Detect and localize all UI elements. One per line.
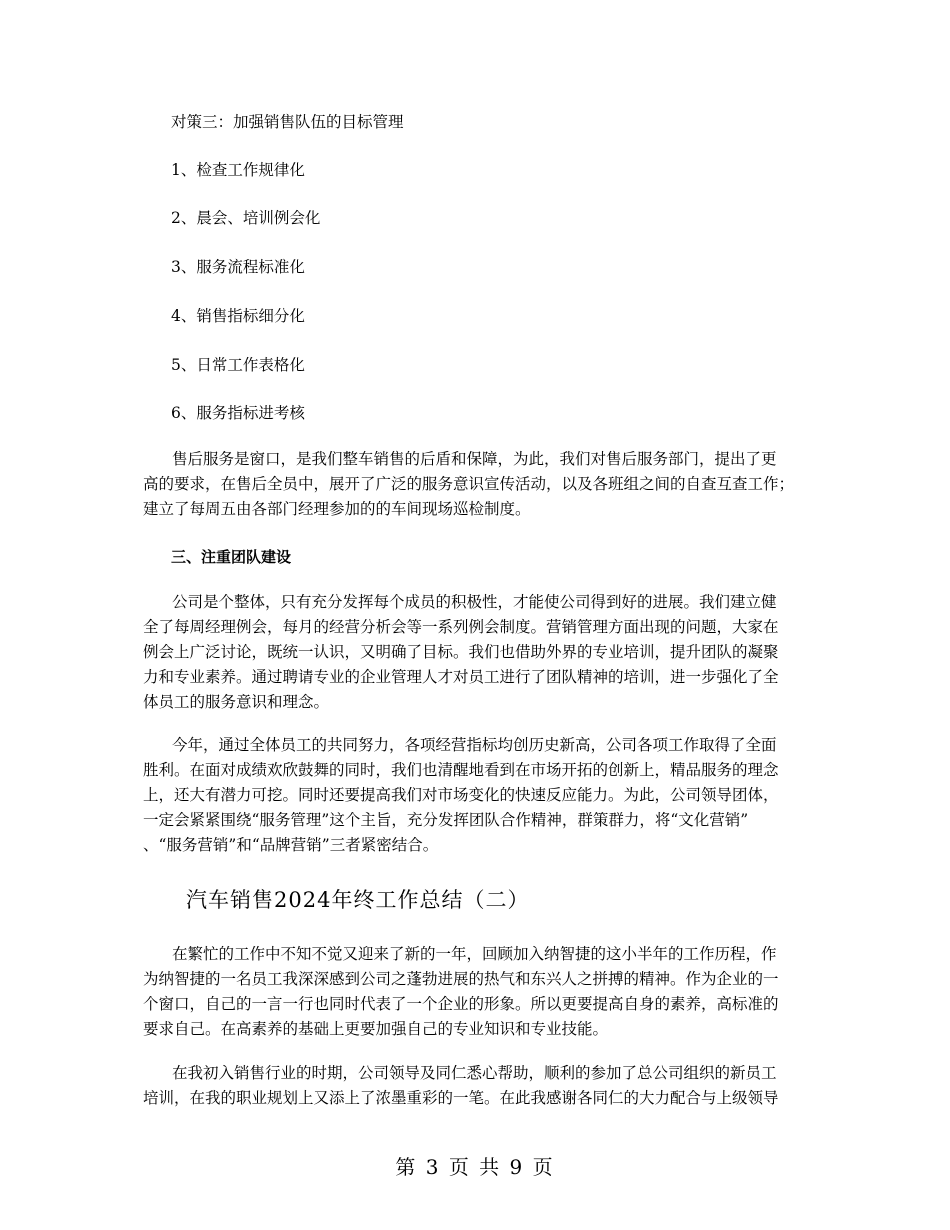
list-item: 4、销售指标细分化	[171, 307, 305, 325]
strategy-title: 对策三：加强销售队伍的目标管理	[171, 113, 404, 131]
paragraph-line: 胜利。在面对成绩欢欣鼓舞的同时，我们也清醒地看到在市场开拓的创新上，精品服务的理念	[143, 761, 779, 779]
list-item: 3、服务流程标准化	[171, 258, 305, 276]
paragraph-line: 个窗口，自己的一言一行也同时代表了一个企业的形象。所以更要提高自身的素养，高标准的	[143, 995, 779, 1013]
list-item: 5、日常工作表格化	[171, 356, 305, 374]
section-title-part2: 汽车销售2024年终工作总结（二）	[186, 888, 530, 912]
paragraph-line: 上，还大有潜力可挖。同时还要提高我们对市场变化的快速反应能力。为此，公司领导团体，	[143, 786, 779, 804]
paragraph-line: 在繁忙的工作中不知不觉又迎来了新的一年，回顾加入纳智捷的这小半年的工作历程，作	[172, 945, 777, 963]
paragraph-line: 例会上广泛讨论，既统一认识，又明确了目标。我们也借助外界的专业培训，提升团队的凝聚	[143, 643, 779, 661]
paragraph-line: 体员工的服务意识和理念。	[143, 693, 330, 711]
list-item: 1、检查工作规律化	[171, 161, 305, 179]
paragraph-team	[143, 590, 811, 715]
paragraph-line: 公司是个整体，只有充分发挥每个成员的积极性，才能使公司得到好的进展。我们建立健	[172, 593, 777, 611]
paragraph-line: 今年，通过全体员工的共同努力，各项经营指标均创历史新高，公司各项工作取得了全面	[172, 736, 777, 754]
paragraph-line: 培训，在我的职业规划上又添上了浓墨重彩的一笔。在此我感谢各同仁的大力配合与上级领导	[143, 1089, 779, 1107]
paragraph-line: 售后服务是窗口，是我们整车销售的后盾和保障，为此，我们对售后服务部门，提出了更	[172, 450, 777, 468]
paragraph-line: 一定会紧紧围绕“服务管理”这个主旨，充分发挥团队合作精神，群策群力，将“文化营销”	[143, 811, 749, 829]
paragraph-line: 高的要求，在售后全员中，展开了广泛的服务意识宣传活动，以及各班组之间的自查互查工作；	[143, 475, 795, 493]
paragraph-line: 为纳智捷的一名员工我深深感到公司之蓬勃进展的热气和东兴人之拼搏的精神。作为企业的一	[143, 970, 779, 988]
paragraph-year	[143, 733, 811, 858]
paragraph-line: 全了每周经理例会，每月的经营分析会等一系列例会制度。营销管理方面出现的问题，大家在	[143, 618, 779, 636]
paragraph-line: 、“服务营销”和“品牌营销”三者紧密结合。	[143, 836, 439, 854]
paragraph-line: 力和专业素养。通过聘请专业的企业管理人才对员工进行了团队精神的培训，进一步强化了全	[143, 668, 779, 686]
paragraph-aftersales	[143, 447, 811, 522]
paragraph-line: 建立了每周五由各部门经理参加的的车间现场巡检制度。	[143, 500, 531, 518]
paragraph-line: 要求自己。在高素养的基础上更要加强自己的专业知识和专业技能。	[143, 1020, 609, 1038]
page-number-footer: 第 3 页 共 9 页	[395, 1155, 555, 1179]
paragraph-line: 在我初入销售行业的时期，公司领导及同仁悉心帮助，顺利的参加了总公司组织的新员工	[172, 1064, 777, 1082]
paragraph-busy	[143, 942, 811, 1042]
paragraph-first	[143, 1061, 811, 1111]
list-item: 2、晨会、培训例会化	[171, 209, 321, 227]
list-item: 6、服务指标进考核	[171, 404, 305, 422]
section-heading: 三、注重团队建设	[171, 548, 292, 566]
